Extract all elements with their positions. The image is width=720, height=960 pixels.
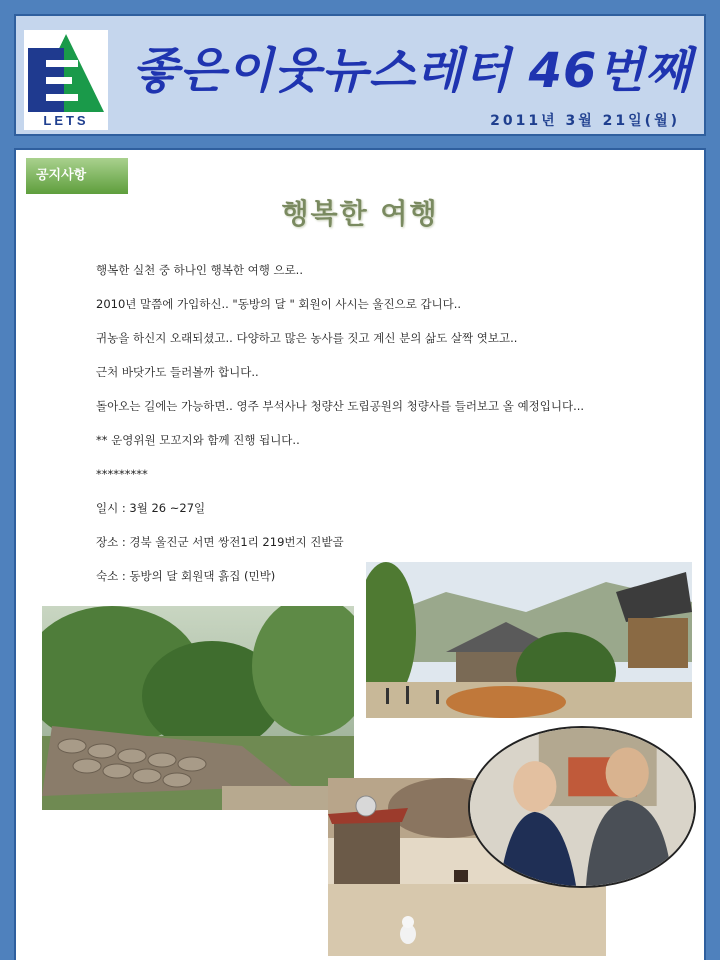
photo-couple-oval xyxy=(468,726,696,888)
article-line: 귀농을 하신지 오래되셨고.. 다양하고 많은 농사를 짓고 계신 분의 삶도 살짝 엿보고.. xyxy=(96,331,518,345)
article-line: 2010년 말쯤에 가입하신.. "동방의 달 " 회원이 사시는 울진으로 갑니다.. xyxy=(96,297,462,311)
content-panel xyxy=(14,148,706,960)
article-line: 장소 : 경북 울진군 서면 쌍전1리 219번지 진밭골 xyxy=(96,535,344,549)
photo-temple xyxy=(366,562,692,718)
newsletter-title: 좋은이웃뉴스레터 46번째 xyxy=(132,43,693,99)
article-title: 행복한 여행 xyxy=(281,197,439,230)
issue-date: 2011년 3월 21일(월) xyxy=(490,113,680,129)
article-line: 돌아오는 길에는 가능하면.. 영주 부석사나 청량산 도립공원의 청량사를 들러보고 올 예정입니다... xyxy=(96,399,585,413)
article-line: 숙소 : 동방의 달 회원댁 흙집 (민박) xyxy=(96,569,276,583)
article-body xyxy=(96,260,696,600)
article-line: 일시 : 3월 26 ~27일 xyxy=(96,501,206,515)
lets-logo-icon xyxy=(24,30,108,114)
lets-logo xyxy=(24,30,108,130)
article-line: 근처 바닷가도 들러볼까 합니다.. xyxy=(96,365,259,379)
section-tab-notice: 공지사항 xyxy=(26,158,128,194)
newsletter-header xyxy=(14,14,706,136)
photo-stone-wall xyxy=(42,606,354,810)
article-line: 행복한 실천 중 하나인 행복한 여행 으로.. xyxy=(96,263,303,277)
article-line: ** 운영위원 모꼬지와 함께 진행 됩니다.. xyxy=(96,433,300,447)
logo-text: LETS xyxy=(43,113,89,128)
article-line: ********* xyxy=(96,467,148,481)
